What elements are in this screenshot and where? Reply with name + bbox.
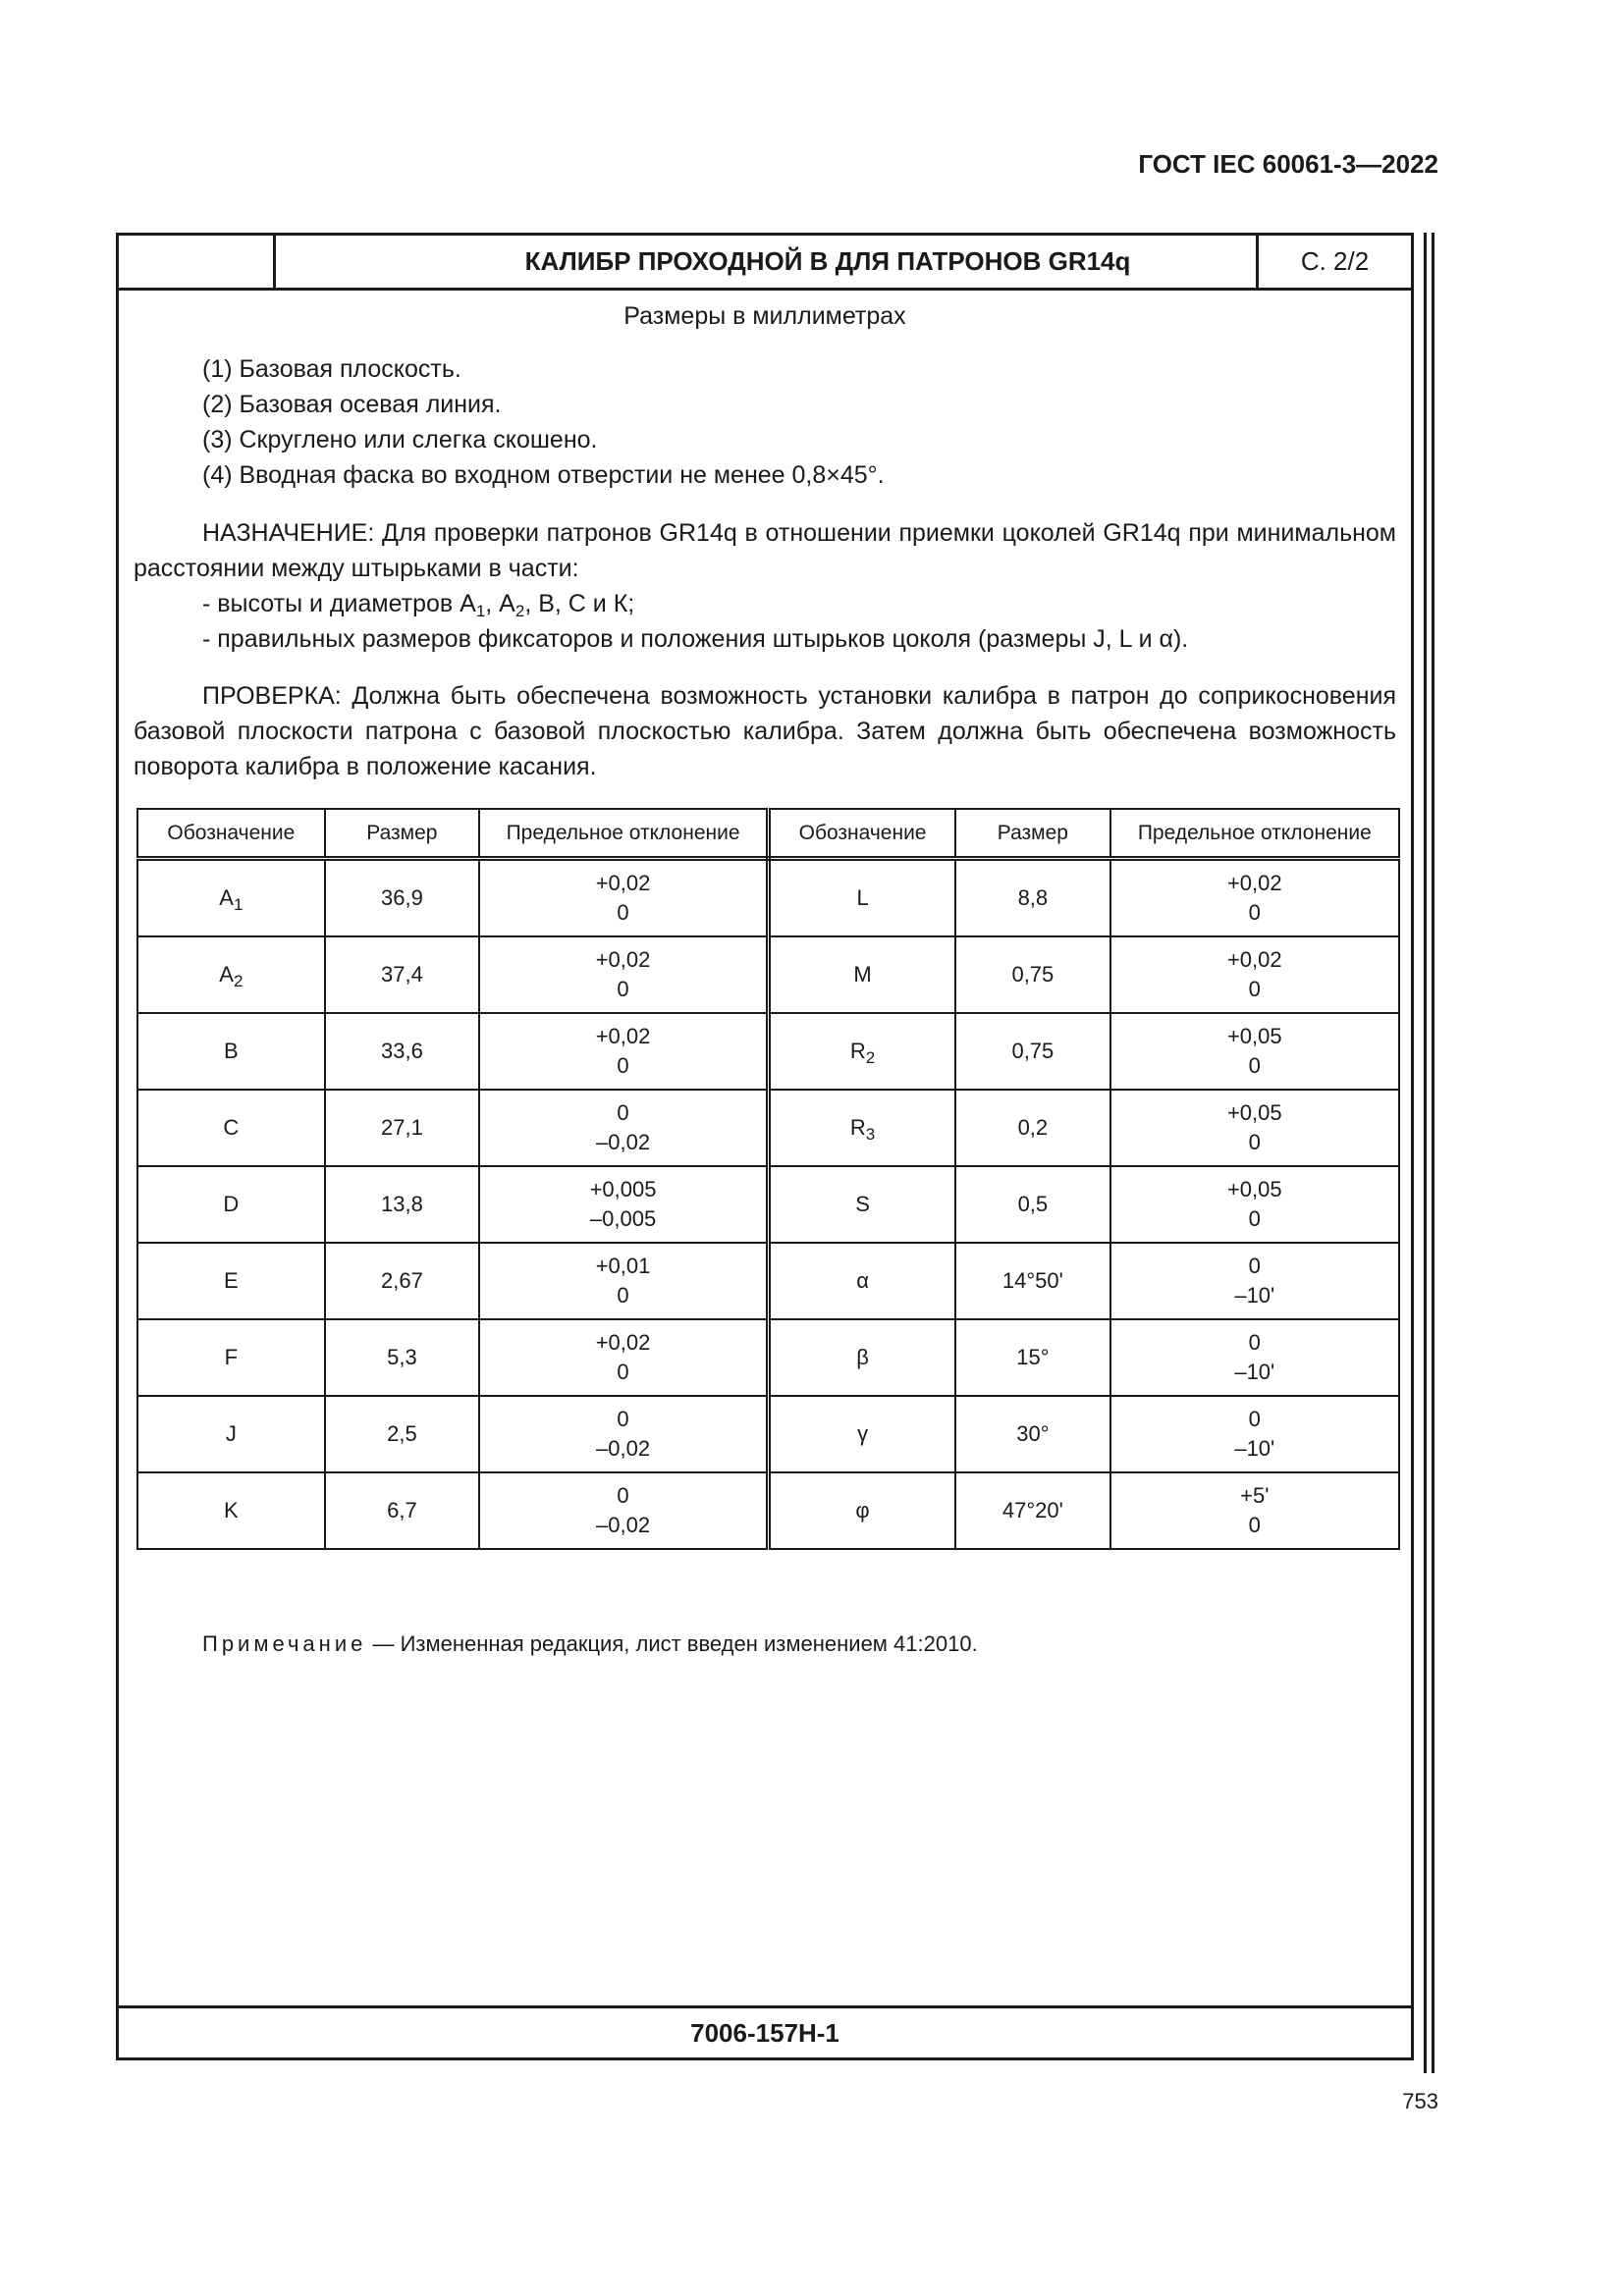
size-cell: 0,5 (955, 1166, 1109, 1243)
column-header: Размер (955, 809, 1109, 859)
tolerance-cell: +0,02 0 (1110, 936, 1399, 1013)
note-item: (1) Базовая плоскость. (202, 355, 461, 383)
table-row (137, 1319, 1399, 1396)
symbol-cell: $R_2$ (768, 1013, 955, 1090)
symbol-cell: φ (768, 1472, 955, 1549)
footnote-label: Примечание (202, 1631, 367, 1656)
size-cell: 6,7 (325, 1472, 479, 1549)
symbol-cell: J (137, 1396, 325, 1472)
column-header: Предельное отклонение (1110, 809, 1399, 859)
symbol-cell: γ (768, 1396, 955, 1472)
symbol-cell: M (768, 936, 955, 1013)
symbol-cell: α (768, 1243, 955, 1319)
symbol-cell: S (768, 1166, 955, 1243)
symbol-cell: C (137, 1090, 325, 1166)
symbol-cell: $R_3$ (768, 1090, 955, 1166)
table-row (137, 1472, 1399, 1549)
table-row (137, 1166, 1399, 1243)
sheet-code: 7006-157Н-1 (119, 2005, 1411, 2057)
tolerance-cell: +0,02 0 (479, 859, 768, 937)
symbol-cell: F (137, 1319, 325, 1396)
table-row (137, 1090, 1399, 1166)
table-row (137, 1396, 1399, 1472)
size-cell: 13,8 (325, 1166, 479, 1243)
check-text: ПРОВЕРКА: Должна быть обеспечена возможность установки калибра в патрон до соприкосновения базовой плоскости патрона с базовой плоскостью калибра. Затем должна быть обеспечена возможность поворота калибра в положение касания. (134, 682, 1396, 780)
sheet-header (119, 236, 1411, 291)
note-item: (2) Базовая осевая линия. (202, 391, 502, 418)
table-row (137, 1013, 1399, 1090)
tolerance-cell: +0,05 0 (1110, 1090, 1399, 1166)
frame-edge-line (1432, 233, 1434, 2073)
tolerance-cell: 0 –10' (1110, 1319, 1399, 1396)
size-cell: 2,67 (325, 1243, 479, 1319)
purpose-item: - высоты и диаметров $А_1$, $А_2$, В, С и К; (202, 590, 635, 620)
page-number: 753 (1402, 2089, 1438, 2113)
tolerance-cell: 0 –0,02 (479, 1090, 768, 1166)
tolerance-cell: 0 –10' (1110, 1243, 1399, 1319)
table-row (137, 936, 1399, 1013)
column-header: Обозначение (768, 809, 955, 859)
sheet-title: КАЛИБР ПРОХОДНОЙ В ДЛЯ ПАТРОНОВ GR14q (524, 246, 1131, 276)
sheet-frame (116, 233, 1414, 2060)
table-row (137, 859, 1399, 937)
table-row (137, 1243, 1399, 1319)
tolerance-cell: +0,02 0 (479, 1013, 768, 1090)
symbol-cell: $A_2$ (137, 936, 325, 1013)
size-cell: 36,9 (325, 859, 479, 937)
sheet-number: С. 2/2 (1256, 236, 1411, 288)
column-header: Предельное отклонение (479, 809, 768, 859)
symbol-cell: $A_1$ (137, 859, 325, 937)
size-cell: 14°50' (955, 1243, 1109, 1319)
size-cell: 0,2 (955, 1090, 1109, 1166)
symbol-cell: β (768, 1319, 955, 1396)
tolerance-cell: +0,05 0 (1110, 1013, 1399, 1090)
size-cell: 2,5 (325, 1396, 479, 1472)
notes-list (202, 351, 885, 493)
column-header: Размер (325, 809, 479, 859)
purpose-item: - правильных размеров фиксаторов и положения штырьков цоколя (размеры J, L и α). (202, 625, 1189, 653)
note-item: (4) Вводная фаска во входном отверстии не менее 0,8×45°. (202, 461, 885, 489)
tolerance-cell: +0,02 0 (1110, 859, 1399, 937)
symbol-cell: L (768, 859, 955, 937)
symbol-cell: K (137, 1472, 325, 1549)
frame-edge-line (1424, 233, 1427, 2073)
size-cell: 0,75 (955, 1013, 1109, 1090)
purpose-section (134, 515, 1396, 657)
footnote (202, 1631, 978, 1657)
tolerance-cell: +0,02 0 (479, 1319, 768, 1396)
symbol-cell: E (137, 1243, 325, 1319)
document-code: ГОСТ IEC 60061-3—2022 (1138, 149, 1438, 179)
check-section (134, 678, 1396, 784)
note-item: (3) Скруглено или слегка скошено. (202, 426, 598, 454)
size-cell: 5,3 (325, 1319, 479, 1396)
purpose-text: НАЗНАЧЕНИЕ: Для проверки патронов GR14q в отношении приемки цоколей GR14q при минимальном расстоянии между штырьками в части: (134, 519, 1396, 582)
tolerance-cell: 0 –0,02 (479, 1396, 768, 1472)
symbol-cell: D (137, 1166, 325, 1243)
dimensions-table (136, 808, 1400, 1550)
tolerance-cell: 0 –10' (1110, 1396, 1399, 1472)
footnote-text: — Измененная редакция, лист введен изменением 41:2010. (366, 1631, 978, 1656)
size-cell: 0,75 (955, 936, 1109, 1013)
size-cell: 37,4 (325, 936, 479, 1013)
column-header: Обозначение (137, 809, 325, 859)
tolerance-cell: 0 –0,02 (479, 1472, 768, 1549)
units-caption: Размеры в миллиметрах (623, 302, 906, 330)
size-cell: 30° (955, 1396, 1109, 1472)
tolerance-cell: +5' 0 (1110, 1472, 1399, 1549)
size-cell: 47°20' (955, 1472, 1109, 1549)
size-cell: 27,1 (325, 1090, 479, 1166)
size-cell: 8,8 (955, 859, 1109, 937)
tolerance-cell: +0,02 0 (479, 936, 768, 1013)
symbol-cell: B (137, 1013, 325, 1090)
size-cell: 15° (955, 1319, 1109, 1396)
tolerance-cell: +0,005 –0,005 (479, 1166, 768, 1243)
size-cell: 33,6 (325, 1013, 479, 1090)
tolerance-cell: +0,05 0 (1110, 1166, 1399, 1243)
tolerance-cell: +0,01 0 (479, 1243, 768, 1319)
header-blank-cell (119, 236, 276, 288)
